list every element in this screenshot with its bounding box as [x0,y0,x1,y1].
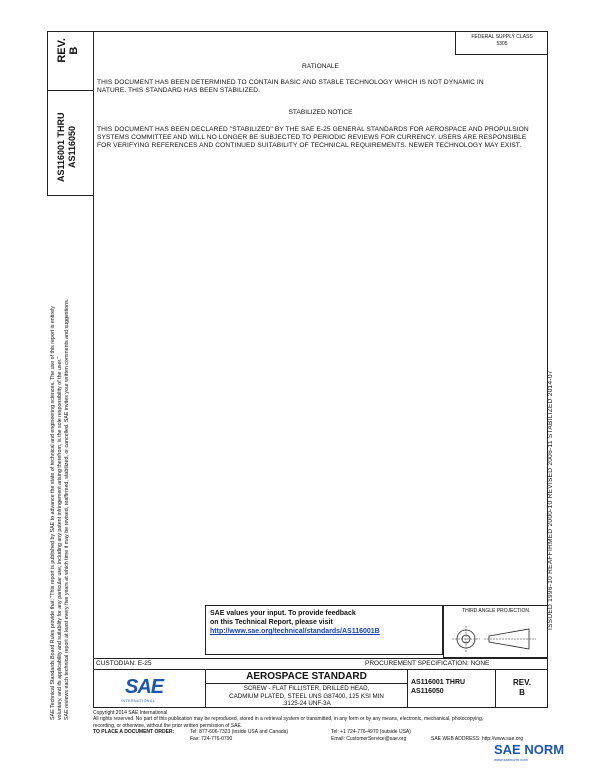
side-rev-box [47,31,93,91]
federal-supply-label: FEDERAL SUPPLY CLASS [471,34,533,40]
federal-supply-box [455,31,548,55]
side-notice [50,200,80,720]
rev-label: REV. [513,678,531,687]
copyright: Copyright 2014 SAE International [93,710,168,716]
rev-value: B [519,688,525,697]
history-strip [545,300,559,630]
rationale-heading: RATIONALE [302,63,339,70]
rev-cell [496,670,548,708]
fax: Fax: 724-776-0790 [190,735,233,742]
feedback-line2: on this Technical Report, please visit [210,619,333,626]
side-notice-line2: voluntary, and its applicability and suitability for any particular use, including any patent infringement arising therefrom, is the sole responsibility of the user." [57,356,63,720]
procurement-spec: PROCUREMENT SPECIFICATION: NONE [365,660,490,667]
custodian-row [93,658,548,670]
rights-2: recording, or otherwise, without the prior written permission of SAE. [93,722,243,729]
doc-number-2: AS116050 [411,688,444,695]
projection-label: THIRD ANGLE PROJECTION [462,608,529,614]
side-doc-number: AS116001 THRU AS116050 [56,112,77,182]
doc-number-cell [408,670,496,708]
doc-number-1: AS116001 THRU [411,679,466,686]
federal-supply-class: 5305 [496,41,508,47]
rights-1: All rights reserved. No part of this publication may be reproduced, stored in a retrieval system or transmitted, in any form or by any means, electronic, mechanical, photocopying, [93,716,484,723]
web-address: SAE WEB ADDRESS: http://www.sae.org [431,735,523,742]
title-block [93,670,548,708]
custodian: CUSTODIAN: E-25 [96,660,152,667]
stabilized-heading: STABILIZED NOTICE [288,109,353,116]
third-angle-projection-box [443,605,548,658]
title-cell [206,670,408,708]
projection-symbol-icon [444,606,549,659]
sae-logo-sub: INTERNATIONAL [121,699,156,703]
rationale-text: THIS DOCUMENT HAS BEEN DETERMINED TO CONTAIN BASIC AND STABLE TECHNOLOGY WHICH IS NOT DYNAMIC IN NATURE. THIS STANDARD HAS BEEN STABILIZED. [97,79,484,94]
order-label: TO PLACE A DOCUMENT ORDER: [93,728,175,735]
watermark-title: SAE NORM [494,742,565,757]
side-notice-line1: SAE Technical Standards Board Rules provide that: "This report is published by SAE to advance the state of technical and engineering sciences. The use of this report is entirely [50,306,56,720]
side-notice-text [50,205,71,720]
watermark [482,742,592,764]
title-description: SCREW - FLAT FILLISTER, DRILLED HEAD, CADMIUM PLATED, STEEL UNS G87400, 125 KSI MIN .3125-24 UNF-3A [229,685,384,707]
email: Email: CustomerService@sae.org [331,735,407,742]
sae-logo: SAE [125,676,164,698]
tel-1: Tel: 877-606-7323 (inside USA and Canada) [190,728,289,735]
side-rev-label: REV. B [56,38,80,63]
tel-2: Tel: +1 724-776-4970 (outside USA) [331,728,411,735]
sae-logo-cell [93,670,206,708]
watermark-sub: www.saenorm.com [494,757,528,762]
side-notice-line3: SAE reviews each technical report at least every five years at which time it may be revised, reaffirmed, stabilized, or cancelled. SAE invites your written comments and suggestions. [64,298,70,720]
stabilized-text: THIS DOCUMENT HAS BEEN DECLARED "STABILIZED" BY THE SAE E-25 GENERAL STANDARDS FOR AEROSPACE AND PROPULSION SYSTEMS COMMITTEE AND WILL NO LONGER BE SUBJECTED TO PERIODIC REVIEWS FOR CURRENCY. USERS ARE RESPONSIBLE FOR VERIFYING REFERENCES AND CONTINUED SUITABILITY OF TECHNICAL REQUIREMENTS. NEWER TECHNOLOGY MAY EXIST. [97,126,529,149]
footer [93,710,553,743]
feedback-box [205,605,443,655]
history-text: ISSUED 1996-10 REAFFIRMED 2000-10 REVISED 2006-11 STABILIZED 2014-07 [547,370,554,630]
feedback-line1: SAE values your input. To provide feedback [210,610,356,617]
main-title: AEROSPACE STANDARD [206,671,407,684]
feedback-link[interactable]: http://www.sae.org/technical/standards/AS116001B [210,628,380,635]
side-doc-number-box [47,91,93,196]
